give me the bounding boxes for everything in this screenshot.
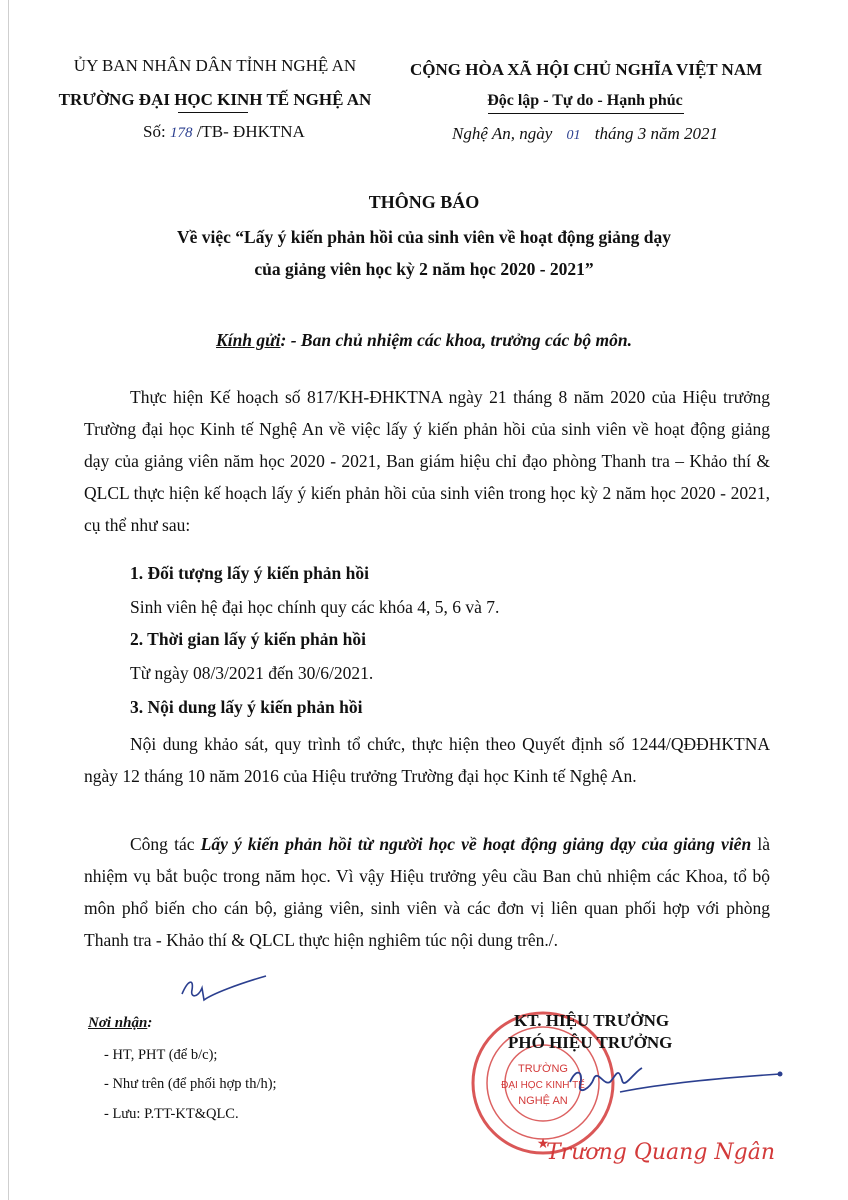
school-name — [40, 90, 390, 110]
notice-title: THÔNG BÁO — [368, 192, 480, 212]
closing-part1: Công tác — [130, 834, 201, 854]
receivers-heading — [88, 1015, 152, 1032]
section-3-heading: 3. Nội dung lấy ý kiến phản hồi — [130, 697, 363, 717]
section-3-body: Nội dung khảo sát, quy trình tổ chức, thực hiện theo Quyết định số 1244/QĐĐHKTNA ngày 12 tháng 10 năm 2016 của Hiệu trưởng Trường đại học Kinh tế Nghệ An. — [84, 734, 770, 786]
signature-title-line2: PHÓ HIỆU TRƯỞNG — [508, 1033, 673, 1052]
intro-paragraph: Thực hiện Kế hoạch số 817/KH-ĐHKTNA ngày 21 tháng 8 năm 2020 của Hiệu trưởng Trường đại học Kinh tế Nghệ An về việc lấy ý kiến phản hồi của sinh viên về hoạt động giảng dạy của giảng viên năm học 2020 - 2021, Ban giám hiệu chỉ đạo phòng Thanh tra – Khảo thí & QLCL thực hiện kế hoạch lấy ý kiến phản hồi của sinh viên trong học kỳ 2 năm học 2020 - 2021, cụ thể như sau: — [84, 387, 770, 535]
closing-emphasis: Lấy ý kiến phản hồi từ người học về hoạt động giảng dạy của giảng viên — [200, 834, 752, 854]
document-date — [452, 124, 718, 144]
date-suffix: tháng 3 năm 2021 — [594, 124, 719, 143]
section-1-heading: 1. Đối tượng lấy ý kiến phản hồi — [130, 563, 370, 583]
page-edge-line — [8, 0, 9, 1200]
handwritten-signature — [560, 1050, 790, 1110]
number-suffix: /TB- ĐHKTNA — [196, 122, 305, 141]
notice-subject-line1: Về việc “Lấy ý kiến phản hồi của sinh viên về hoạt động giảng dạy — [177, 227, 671, 247]
motto-underline — [488, 113, 684, 114]
svg-text:TRƯỜNG: TRƯỜNG — [518, 1063, 568, 1075]
receiver-item: - Lưu: P.TT-KT&QLC. — [104, 1106, 239, 1122]
svg-text:NGHỆ AN: NGHỆ AN — [518, 1095, 568, 1107]
receivers-colon: : — [147, 1015, 153, 1031]
svg-text:★: ★ — [536, 1137, 550, 1152]
date-day-handwritten: 01 — [566, 128, 581, 143]
number-handwritten: 178 — [169, 125, 193, 141]
signer-name: Trương Quang Ngân — [546, 1140, 776, 1165]
school-name-text: TRƯỜNG ĐẠI HỌC KINH TẾ NGHỆ AN — [58, 90, 372, 109]
authority-name: ỦY BAN NHÂN DÂN TỈNH NGHỆ AN — [73, 56, 357, 75]
receiver-item: - Như trên (để phối hợp th/h); — [104, 1076, 277, 1092]
svg-text:ĐẠI HỌC KINH TẾ: ĐẠI HỌC KINH TẾ — [501, 1080, 585, 1091]
receiver-item: - HT, PHT (để b/c); — [104, 1047, 218, 1063]
date-prefix: Nghệ An, ngày — [452, 124, 553, 143]
closing-part2: là nhiệm vụ bắt buộc trong năm học. Vì vậy Hiệu trưởng yêu cầu Ban chủ nhiệm các Khoa, tổ bộ môn phổ biến cho cán bộ, giảng viên, sinh viên và các đơn vị liên quan phối hợp với phòng Thanh tra - Khảo thí & QLCL thực hiện nghiêm túc nội dung trên./. — [84, 834, 770, 950]
number-prefix: Số: — [143, 122, 166, 141]
recipient-line — [0, 330, 848, 351]
signature-title-line1: KT. HIỆU TRƯỞNG — [514, 1011, 670, 1030]
recipient-label: Kính gửi — [216, 330, 281, 350]
recipient-colon: : — [280, 330, 287, 350]
section-2-body: Từ ngày 08/3/2021 đến 30/6/2021. — [130, 663, 374, 683]
country-name: CỘNG HÒA XÃ HỘI CHỦ NGHĨA VIỆT NAM — [410, 60, 763, 79]
recipient-text: - Ban chủ nhiệm các khoa, trưởng các bộ môn. — [286, 330, 632, 350]
receivers-label: Nơi nhận — [88, 1015, 148, 1031]
school-underline — [178, 112, 248, 113]
initials-signature — [178, 972, 270, 1006]
section-1-body: Sinh viên hệ đại học chính quy các khóa 4, 5, 6 và 7. — [130, 597, 500, 617]
document-number — [143, 122, 305, 142]
notice-subject-line2: của giảng viên học kỳ 2 năm học 2020 - 2021” — [254, 259, 594, 279]
closing-paragraph — [84, 828, 770, 956]
section-2-heading: 2. Thời gian lấy ý kiến phản hồi — [130, 629, 366, 649]
national-motto: Độc lập - Tự do - Hạnh phúc — [487, 92, 683, 109]
